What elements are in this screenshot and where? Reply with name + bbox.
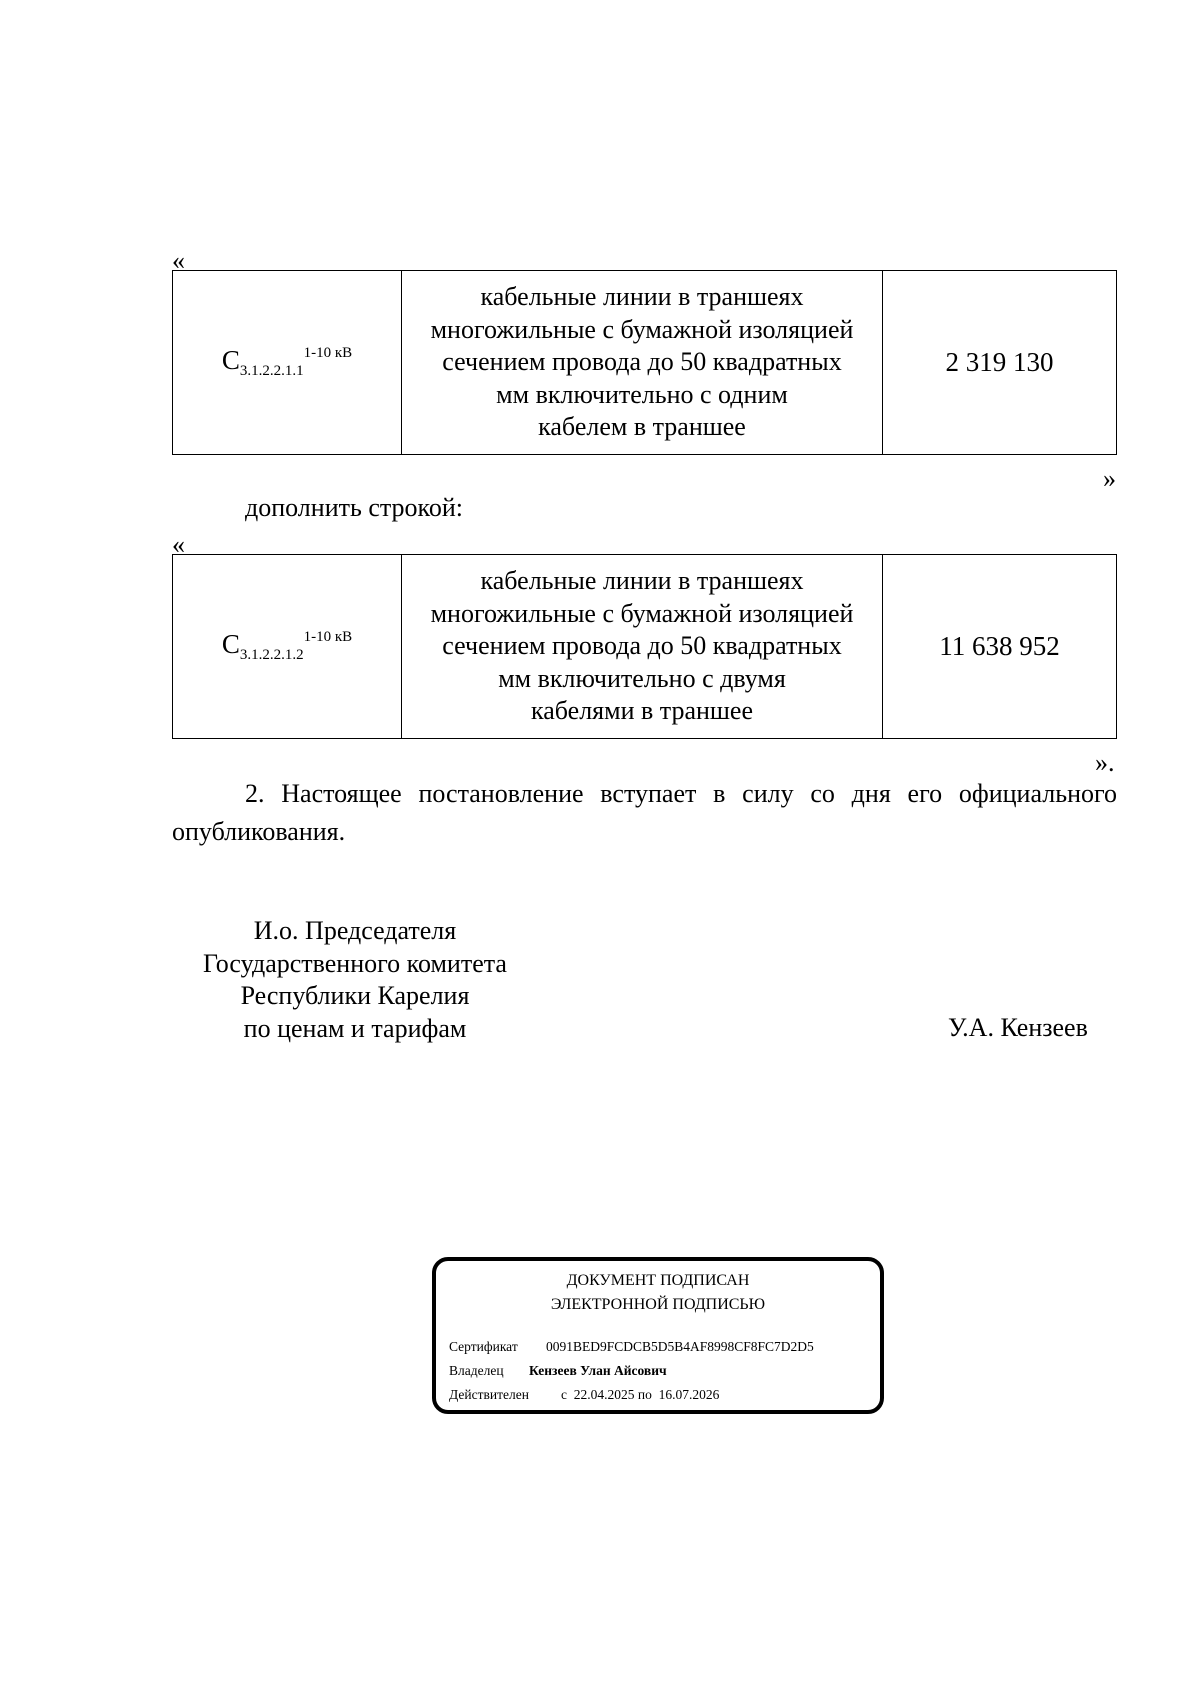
- description-line: многожильные с бумажной изоляцией: [430, 314, 854, 344]
- signatory-position-line: Республики Карелия: [240, 981, 470, 1010]
- tariff-value-cell: 11 638 952: [883, 555, 1117, 739]
- stamp-validity-row: [449, 1387, 719, 1403]
- stamp-validity-label: Действителен: [449, 1387, 529, 1402]
- description-line: многожильные с бумажной изоляцией: [430, 598, 854, 628]
- paragraph-effective-line1: [245, 775, 1117, 812]
- description-line: кабельные линии в траншеях: [480, 282, 804, 312]
- tariff-table-existing: [172, 270, 1117, 455]
- opening-quote: «: [172, 246, 185, 275]
- table-row: [173, 555, 1117, 739]
- closing-quote: »: [1103, 464, 1116, 493]
- electronic-signature-stamp: [432, 1257, 884, 1414]
- signatory-position-line: Государственного комитета: [203, 948, 507, 978]
- signatory-position-line: И.о. Председателя: [253, 916, 457, 945]
- stamp-certificate-row: [449, 1339, 814, 1355]
- description-line: сечением провода до 50 квадратных: [442, 631, 842, 661]
- stamp-owner-label: Владелец: [449, 1363, 504, 1378]
- stamp-valid-from-prefix: с: [561, 1387, 567, 1402]
- signatory-name: У.А. Кензеев: [948, 1013, 1088, 1042]
- description-line: сечением провода до 50 квадратных: [442, 347, 842, 377]
- table-row: [173, 271, 1117, 455]
- signatory-position: [155, 915, 555, 1045]
- tariff-value-cell: 2 319 130: [883, 271, 1117, 455]
- stamp-title-line1: ДОКУМЕНТ ПОДПИСАН: [566, 1272, 750, 1289]
- description-line: кабельные линии в траншеях: [480, 566, 804, 596]
- add-row-instruction: дополнить строкой:: [245, 493, 463, 522]
- description-line: мм включительно с одним: [496, 379, 788, 409]
- signatory-position-line: по ценам и тарифам: [243, 1013, 467, 1043]
- paragraph-effective-line2: опубликования.: [172, 817, 346, 846]
- tariff-code-cell: [173, 555, 402, 739]
- tariff-code-main: С: [221, 345, 240, 375]
- tariff-code-subscript: 3.1.2.2.1.2: [239, 647, 304, 663]
- stamp-certificate-label: Сертификат: [449, 1339, 518, 1354]
- tariff-table-added: [172, 554, 1117, 739]
- tariff-code-superscript: 1-10 кВ: [303, 345, 353, 361]
- tariff-code-cell: [173, 271, 402, 455]
- stamp-valid-from: 22.04.2025: [573, 1387, 635, 1402]
- paragraph-text: 2. Настоящее постановление вступает в силу со дня его официального: [245, 779, 1117, 808]
- stamp-certificate-value: 0091BED9FCDCB5D5B4AF8998CF8FC7D2D5: [546, 1339, 814, 1354]
- tariff-code-main: С: [221, 629, 240, 659]
- tariff-code-subscript: 3.1.2.2.1.1: [239, 363, 304, 379]
- description-cell: [402, 271, 883, 455]
- description-line: кабелями в траншее: [530, 696, 753, 726]
- tariff-code-superscript: 1-10 кВ: [303, 629, 353, 645]
- stamp-valid-to: 16.07.2026: [658, 1387, 720, 1402]
- stamp-title-line2: ЭЛЕКТРОННОЙ ПОДПИСЬЮ: [550, 1296, 766, 1313]
- stamp-owner-value: Кензеев Улан Айсович: [529, 1363, 667, 1378]
- description-line: мм включительно с двумя: [498, 663, 786, 693]
- stamp-valid-to-prefix: по: [637, 1387, 652, 1402]
- description-line: кабелем в траншее: [538, 412, 746, 442]
- opening-quote: «: [172, 530, 185, 559]
- closing-quote-final: ».: [1095, 748, 1115, 777]
- stamp-owner-row: [449, 1363, 667, 1379]
- description-cell: [402, 555, 883, 739]
